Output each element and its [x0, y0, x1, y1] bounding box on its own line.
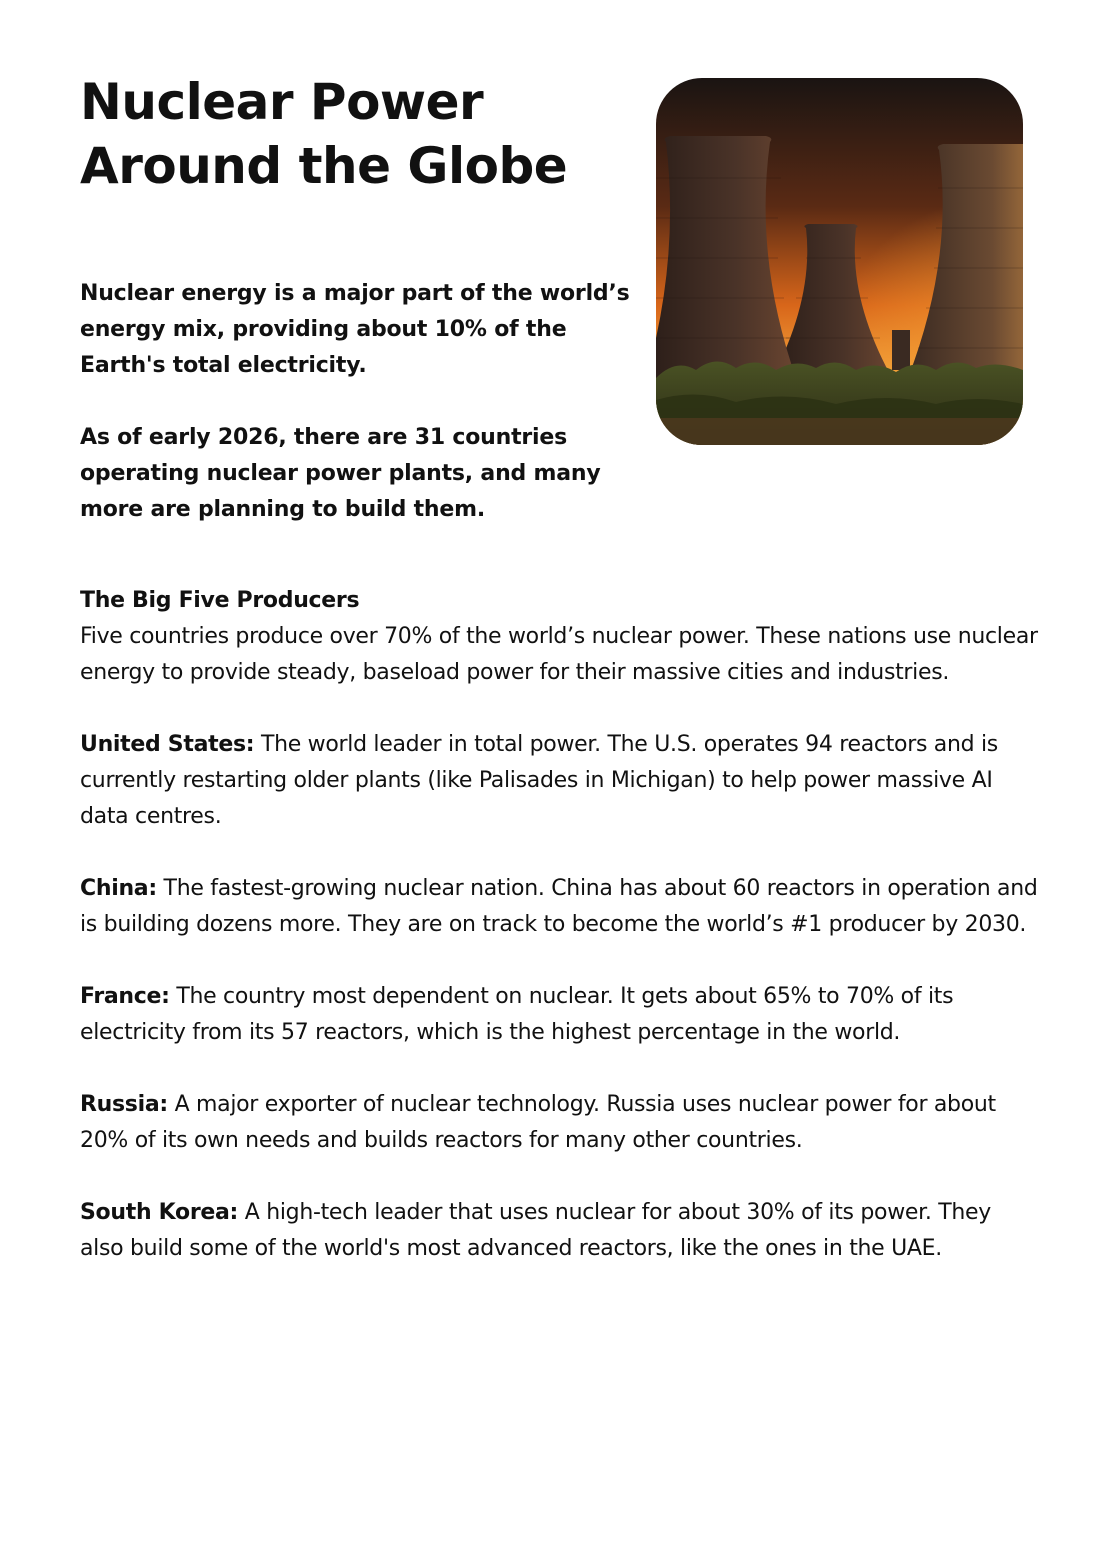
cooling-towers-photo: [656, 78, 1023, 445]
section-heading: The Big Five Producers: [80, 588, 360, 613]
section-intro: Five countries produce over 70% of the world’s nuclear power. These nations use nuclear energy to provide steady, baseload power for their massive cities and industries.: [80, 624, 1038, 685]
cooling-towers-illustration: [656, 78, 1023, 445]
country-description: The world leader in total power. The U.S. operates 94 reactors and is currently restarting older plants (like Palisades in Michigan) to help power massive AI data centres.: [80, 732, 998, 829]
country-description: A major exporter of nuclear technology. Russia uses nuclear power for about 20% of its own needs and builds reactors for many other countries.: [80, 1092, 996, 1153]
intro-paragraph-2: As of early 2026, there are 31 countries operating nuclear power plants, and many more are planning to build them.: [80, 425, 601, 522]
intro-paragraph-1: Nuclear energy is a major part of the world’s energy mix, providing about 10% of the Earth's total electricity.: [80, 281, 630, 378]
country-description: The fastest-growing nuclear nation. China has about 60 reactors in operation and is building dozens more. They are on track to become the world’s #1 producer by 2030.: [80, 876, 1038, 937]
country-name: Russia:: [80, 1092, 168, 1117]
country-description: A high-tech leader that uses nuclear for about 30% of its power. They also build some of the world's most advanced reactors, like the ones in the UAE.: [80, 1200, 991, 1261]
country-name: South Korea:: [80, 1200, 239, 1225]
article-body: [80, 583, 1040, 1303]
page-title: Nuclear Power Around the Globe: [80, 73, 568, 195]
country-paragraph-united-states: [80, 727, 1040, 835]
big-five-section: [80, 583, 1040, 691]
country-name: United States:: [80, 732, 255, 757]
country-paragraph-france: [80, 979, 1040, 1051]
country-paragraph-russia: [80, 1087, 1040, 1159]
country-paragraph-china: [80, 871, 1040, 943]
country-paragraph-south-korea: [80, 1195, 1040, 1267]
country-description: The country most dependent on nuclear. It gets about 65% to 70% of its electricity from its 57 reactors, which is the highest percentage in the world.: [80, 984, 954, 1045]
country-name: China:: [80, 876, 157, 901]
country-name: France:: [80, 984, 170, 1009]
